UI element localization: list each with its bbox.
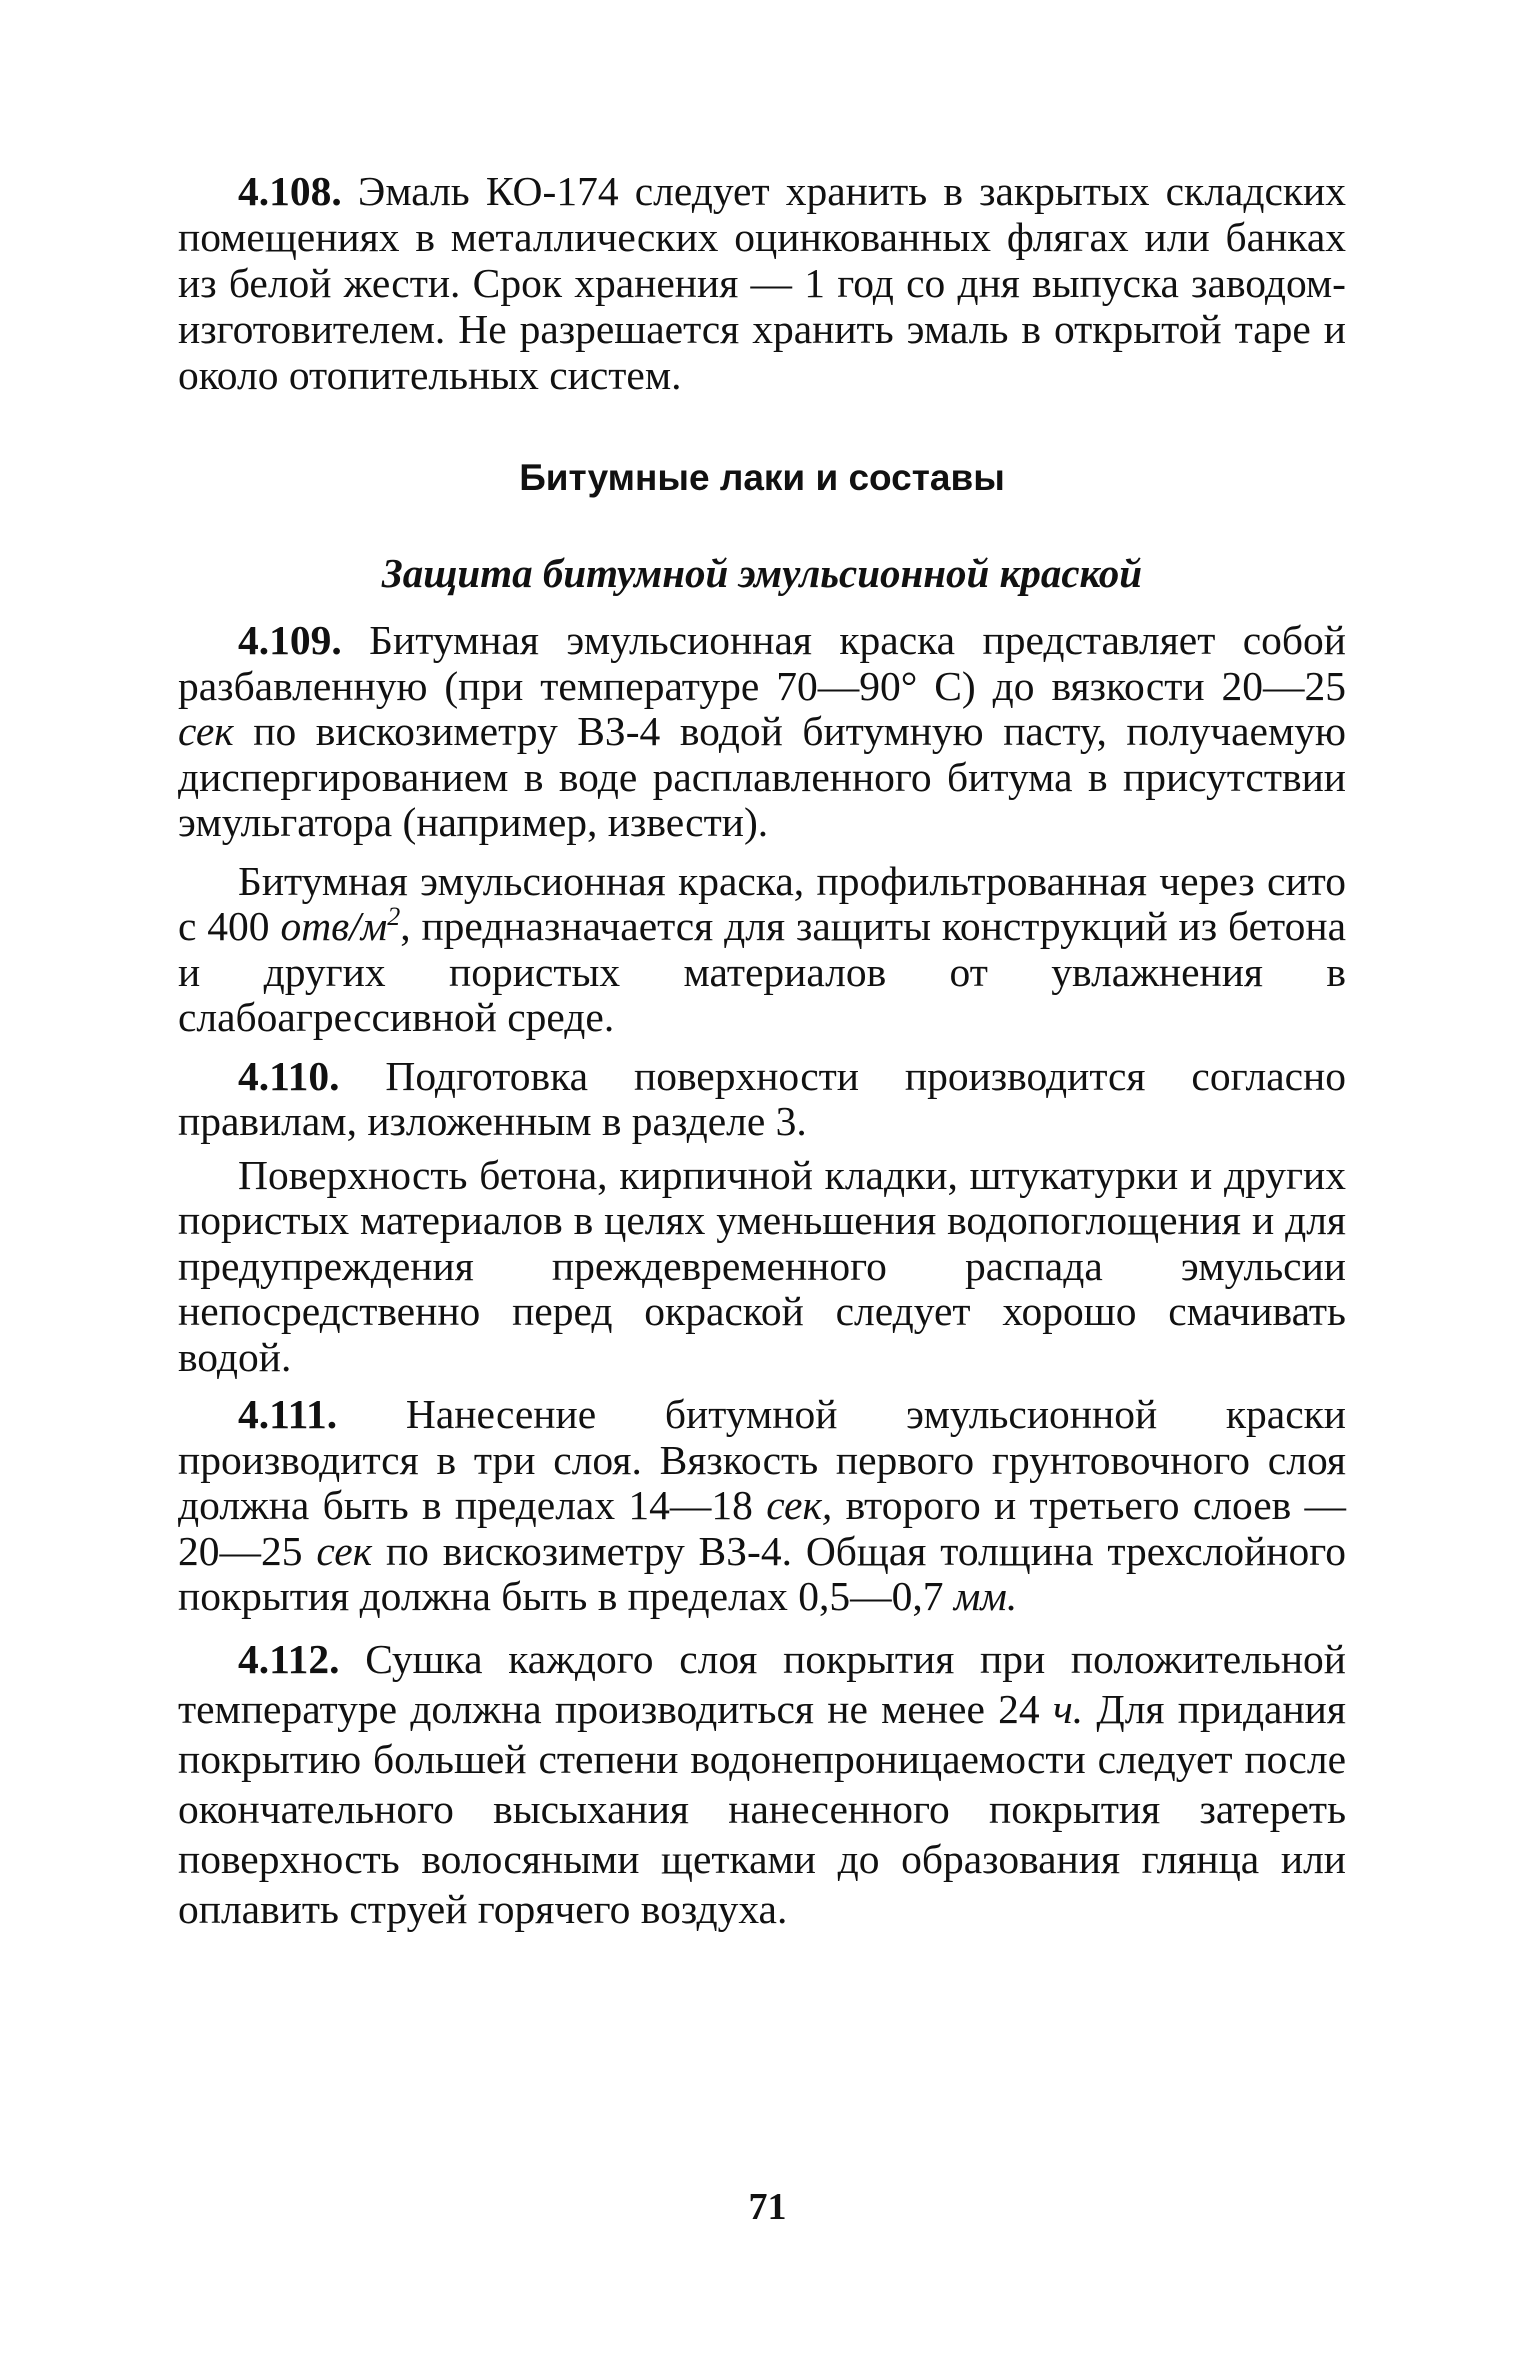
paragraph-text: Поверхность бетона, кирпичной кладки, штукатурки и других пористых материалов в целях уменьшения водопоглощения и для предупреждения преждевременного распада эмульсии непосредственно перед окраской следует хорошо смачивать водой. — [178, 1151, 1346, 1380]
unit-superscript: 2 — [387, 902, 401, 932]
paragraph-text: Нанесение битумной эмульсионной краски производится в три слоя. Вязкость первого грунтовочного слоя должна быть в пределах 14—18 — [178, 1391, 1347, 1528]
clause-number: 4.112. — [238, 1635, 340, 1682]
clause-number: 4.109. — [238, 617, 342, 663]
unit-seconds: сек — [178, 708, 234, 754]
paragraph-text: по вискозиметру ВЗ-4 водой битумную пасту, получаемую диспергированием в воде расплавленного битума в присутствии эмульгатора (например, извести). — [178, 708, 1346, 845]
paragraph-text: Сушка каждого слоя покрытия при положительной температуре должна производиться не менее 24 — [178, 1635, 1346, 1732]
paragraph-text: Битумная эмульсионная краска представляет собой разбавленную (при температуре 70—90° С) до вязкости 20—25 — [178, 617, 1346, 709]
subsection-heading: Защита битумной эмульсионной краской — [381, 550, 1143, 596]
unit-text: отв/м — [280, 903, 388, 949]
paragraph-4-110-continued — [178, 1153, 1346, 1381]
unit-seconds: сек, — [766, 1482, 833, 1528]
unit-millimeters: мм. — [953, 1573, 1018, 1619]
unit-hours: ч. — [1052, 1685, 1084, 1732]
paragraph-text: Для придания покрытию большей степени водонепроницаемости следует после окончательного высыхания нанесенного покрытия затереть поверхность волосяными щетками до образования глянца или оплавить струей горячего воздуха. — [178, 1685, 1346, 1932]
page-body — [178, 168, 1346, 1934]
clause-number: 4.108. — [238, 168, 342, 214]
clause-number: 4.110. — [238, 1052, 340, 1099]
clause-number: 4.111. — [238, 1391, 338, 1437]
unit-seconds: сек — [316, 1527, 373, 1574]
paragraph-4-111 — [178, 1392, 1346, 1620]
paragraph-4-109 — [178, 618, 1346, 846]
paragraph-text: по вискозиметру ВЗ-4. Общая толщина трехслойного покрытия должна быть в пределах 0,5—0,7 — [178, 1527, 1347, 1619]
paragraph-4-110 — [178, 1054, 1346, 1145]
paragraph-text: Подготовка поверхности производится согласно правилам, изложенным в разделе 3. — [178, 1052, 1347, 1144]
paragraph-text: Эмаль КО-174 следует хранить в закрытых складских помещениях в металлических оцинкованных флягах или банках из белой жести. Срок хранения — 1 год со дня выпуска заводом-изготовителем. Не разрешается хранить эмаль в открытой таре и около отопительных систем. — [178, 168, 1346, 398]
unit-holes-per-m2 — [280, 903, 400, 949]
paragraph-4-112 — [178, 1634, 1346, 1934]
paragraph-text: Битумная эмульсионная краска, профильтрованная через сито с 400 — [178, 857, 1346, 949]
paragraph-text: второго и третьего слоев — 20—25 — [178, 1482, 1347, 1574]
paragraph-text: , предназначается для защиты конструкций из бетона и других пористых материалов от увлажнения в слабоагрессивной среде. — [178, 903, 1346, 1040]
section-heading: Битумные лаки и составы — [519, 457, 1005, 498]
page-number: 71 — [748, 2186, 787, 2228]
paragraph-4-108 — [178, 168, 1346, 398]
paragraph-4-109-continued — [178, 859, 1346, 1041]
